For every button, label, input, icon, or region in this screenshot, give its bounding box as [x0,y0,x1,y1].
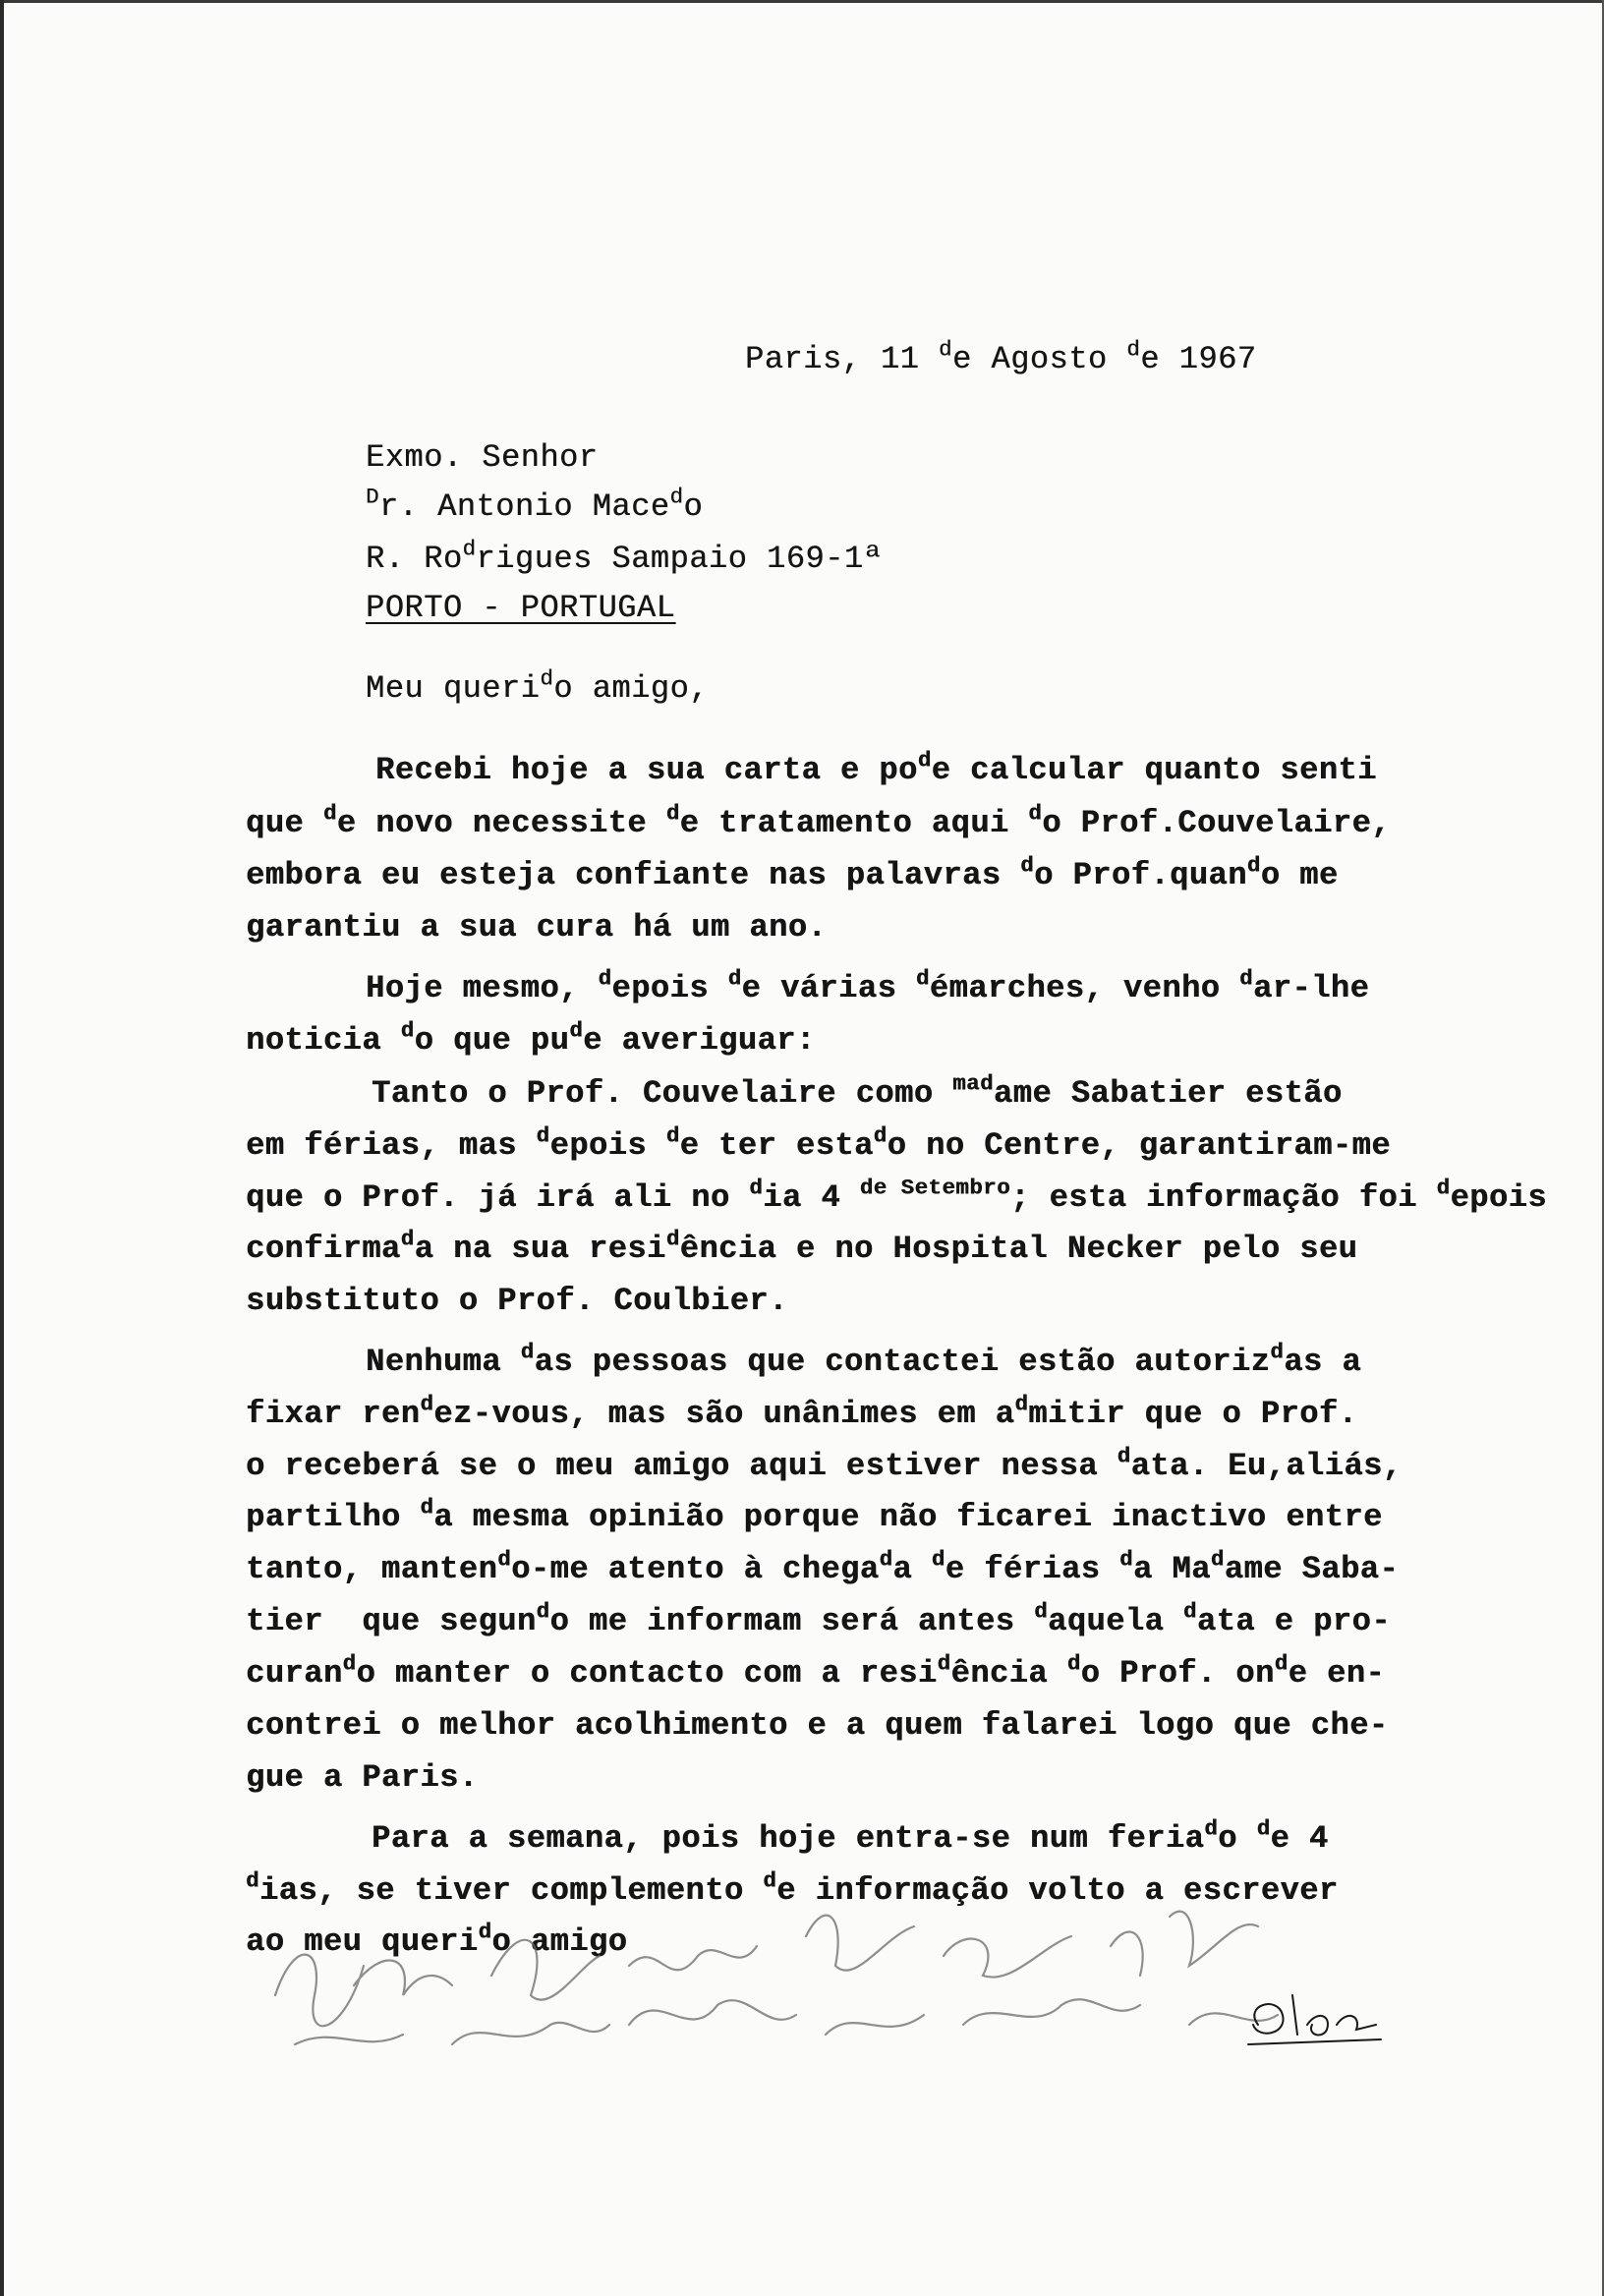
letter-date: Paris, 11 $^d$e Agosto $^d$e 1967 [745,336,1257,377]
paragraph-1-line-3: embora eu esteja confiante nas palavras $^d$o Prof.quan$^d$o me [246,852,1339,893]
paragraph-4-line-9: gue a Paris. [246,1759,479,1796]
address-line-1: Exmo. Senhor [366,439,599,476]
paragraph-5-line-3: ao meu queri$^d$o amigo [246,1919,628,1960]
paragraph-4-line-1: Nenhuma $^d$as pessoas que contactei estão autoriz$^d$as a [366,1339,1362,1380]
paragraph-1-line-1: Recebi hoje a sua carta e $po^de$ calcular quanto senti [375,747,1377,788]
paragraph-5-line-2: $^d$ias, se tiver complemento $^d$e informação volto a escrever [246,1867,1339,1909]
paragraph-3-line-5: substituto o Prof. Coulbier. [246,1283,788,1319]
paragraph-1-line-2: que $^d$e novo necessite $^d$e tratamento aqui $^d$o Prof.Couvelaire, [246,800,1391,841]
paragraph-3-line-3: que o Prof. já irá ali no $^d$ia 4 $^{de Setembro}$; esta informação foi $^d$epois [246,1175,1547,1216]
paragraph-4-line-5: tanto, manten$^d$o-me atento à chega$^d$a $^d$e férias $^d$a Ma$^d$ame Saba- [246,1546,1400,1587]
paragraph-2-line-1: Hoje mesmo, $^d$epois $^d$e várias $^d$émarches, venho $^d$ar-lhe [366,965,1370,1006]
paragraph-4-line-7: curan$^d$o manter o contacto com a resi$^d$ência $^d$o Prof. $on^de$ en- [246,1650,1386,1692]
signature-scribble-icon [256,1877,1455,2094]
address-line-2: $^D$r. Antonio Mace$^d$o [366,484,704,525]
paragraph-4-line-3: o receberá se o meu amigo aqui estiver nessa $^d$ata. Eu,aliás, [246,1443,1403,1484]
paragraph-2-line-2: noticia $^d$o que $pu^de$ averiguar: [246,1017,816,1059]
paragraph-3-line-2: em férias, mas $^d$epois $^d$e ter esta$^d$o no Centre, garantiram-me [246,1122,1391,1164]
scan-border-top [0,0,1604,3]
paragraph-3-line-4: confirma$^d$a na sua resi$^d$ência e no Hospital Necker pelo seu [246,1226,1358,1267]
paragraph-5-line-1: Para a semana, pois hoje entra-se num feria$^d$o $^d$e 4 [372,1815,1329,1857]
paragraph-3-line-1: Tanto o Prof. Couvelaire como $^{mad}$ame Sabatier estão [372,1070,1343,1112]
address-line-4: PORTO - PORTUGAL [366,590,676,626]
handwritten-signature [256,1877,1455,2094]
paragraph-4-line-8: contrei o melhor acolhimento e a quem falarei logo que che- [246,1707,1389,1744]
address-line-3: R. Ro$^d$rigues Sampaio 169-1ª [366,536,884,577]
paragraph-1-line-4: garantiu a sua cura há um ano. [246,909,828,946]
paragraph-4-line-2: fixar ren$^d$ez-vous, mas são unânimes em $a^dmitir$ que o Prof. [246,1391,1358,1432]
paragraph-4-line-6: tier que segun$^d$o me informam será antes $^d$aquela $^d$ata e pro- [246,1598,1391,1639]
scan-border-left [0,0,4,2296]
salutation: Meu queri$^d$o amigo, [366,665,709,707]
paragraph-4-line-4: partilho $^d$a mesma opinião porque não ficarei inactivo entre [246,1494,1383,1535]
